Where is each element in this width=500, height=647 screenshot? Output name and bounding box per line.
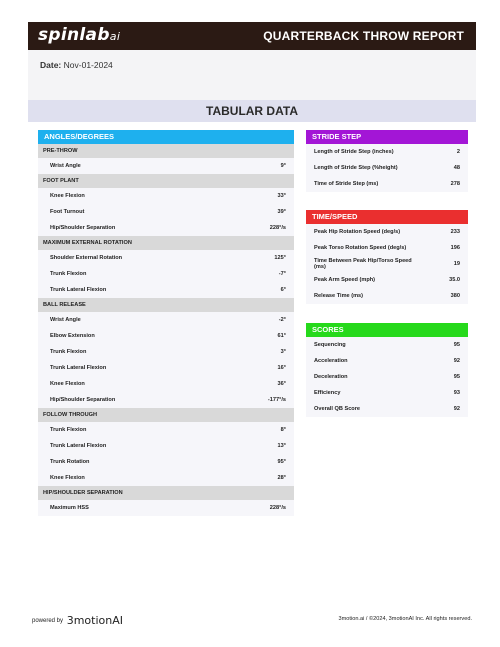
group-foot-plant: FOOT PLANT — [38, 174, 294, 188]
row-label: Sequencing — [314, 342, 346, 348]
table-row — [38, 158, 294, 174]
table-row — [38, 188, 294, 204]
date-value: Nov-01-2024 — [63, 60, 113, 70]
row-value: 228°/s — [269, 225, 286, 231]
row-label: Trunk Lateral Flexion — [50, 443, 107, 449]
row-label: Maximum HSS — [50, 505, 89, 511]
row-value: 196 — [450, 245, 460, 251]
row-label: Trunk Flexion — [50, 427, 87, 433]
row-value: 92 — [453, 358, 460, 364]
angles-degrees-panel — [38, 130, 294, 516]
row-label: Peak Arm Speed (mph) — [314, 277, 376, 283]
table-row — [38, 422, 294, 438]
group-hip-shoulder-separation: HIP/SHOULDER SEPARATION — [38, 486, 294, 500]
row-value: -177°/s — [267, 397, 286, 403]
row-value: 28° — [277, 475, 286, 481]
row-label: Efficiency — [314, 390, 341, 396]
row-value: -2° — [278, 317, 286, 323]
row-label: Knee Flexion — [50, 475, 85, 481]
report-date — [40, 60, 113, 70]
table-row — [306, 144, 468, 160]
row-value: 33° — [277, 193, 286, 199]
row-value: 92 — [453, 406, 460, 412]
table-row — [38, 392, 294, 408]
table-row — [38, 454, 294, 470]
table-row — [38, 328, 294, 344]
row-value: 125° — [274, 255, 286, 261]
table-row — [38, 282, 294, 298]
row-label: Knee Flexion — [50, 381, 85, 387]
row-value: 95° — [277, 459, 286, 465]
row-value: 95 — [453, 342, 460, 348]
row-label: Peak Torso Rotation Speed (deg/s) — [314, 245, 407, 251]
logo-suffix-text: ai — [109, 30, 121, 43]
row-label: Trunk Lateral Flexion — [50, 365, 107, 371]
row-label: Acceleration — [314, 358, 348, 364]
spinlab-logo — [38, 25, 120, 45]
table-row — [38, 204, 294, 220]
group-ball-release: BALL RELEASE — [38, 298, 294, 312]
row-value: 6° — [280, 287, 286, 293]
report-title: QUARTERBACK THROW REPORT — [263, 29, 464, 43]
stride-step-panel — [306, 130, 468, 192]
table-row — [306, 272, 468, 288]
row-value: 95 — [453, 374, 460, 380]
table-row — [306, 160, 468, 176]
table-row — [38, 312, 294, 328]
row-value: 36° — [277, 381, 286, 387]
powered-by-text: powered by — [32, 618, 64, 625]
row-label: Shoulder External Rotation — [50, 255, 123, 261]
group-pre-throw: PRE-THROW — [38, 144, 294, 158]
row-label: Hip/Shoulder Separation — [50, 397, 116, 403]
time-speed-panel — [306, 210, 468, 304]
table-row — [306, 288, 468, 304]
table-row — [38, 470, 294, 486]
row-label: Peak Hip Rotation Speed (deg/s) — [314, 229, 401, 235]
logo-main-text: spinlab — [38, 25, 110, 45]
table-row — [306, 369, 468, 385]
row-value: -7° — [278, 271, 286, 277]
table-row — [38, 344, 294, 360]
table-row — [38, 500, 294, 516]
section-title: TABULAR DATA — [206, 104, 298, 118]
scores-panel — [306, 323, 468, 417]
row-label: Length of Stride Step (%height) — [314, 165, 398, 171]
row-value: 39° — [277, 209, 286, 215]
row-value: 61° — [277, 333, 286, 339]
row-label: Foot Turnout — [50, 209, 85, 215]
row-value: 19 — [453, 261, 460, 267]
time-speed-header: TIME/SPEED — [306, 210, 468, 224]
row-value: 35.0 — [449, 277, 460, 283]
3motionai-logo: 3motionAI — [66, 614, 123, 627]
table-row — [38, 438, 294, 454]
row-label: Length of Stride Step (inches) — [314, 149, 394, 155]
scores-header: SCORES — [306, 323, 468, 337]
row-label: Trunk Lateral Flexion — [50, 287, 107, 293]
row-label: Wrist Angle — [50, 317, 81, 323]
table-row — [38, 220, 294, 236]
row-label: Elbow Extension — [50, 333, 95, 339]
row-value: 3° — [280, 349, 286, 355]
row-label: Hip/Shoulder Separation — [50, 225, 116, 231]
group-maximum-external-rotation: MAXIMUM EXTERNAL ROTATION — [38, 236, 294, 250]
table-row — [306, 353, 468, 369]
row-value: 48 — [453, 165, 460, 171]
table-row — [306, 337, 468, 353]
angles-degrees-header: ANGLES/DEGREES — [38, 130, 294, 144]
table-row — [306, 176, 468, 192]
row-value: 233 — [450, 229, 460, 235]
group-follow-through: FOLLOW THROUGH — [38, 408, 294, 422]
table-row — [38, 266, 294, 282]
row-label: Time Between Peak Hip/Torso Speed (ms) — [314, 258, 412, 270]
stride-step-header: STRIDE STEP — [306, 130, 468, 144]
row-value: 16° — [277, 365, 286, 371]
footer-copyright: 3motion.ai / ©2024, 3motionAI Inc. All rights reserved. — [338, 616, 472, 622]
table-row — [306, 256, 468, 272]
row-value: 2 — [456, 149, 460, 155]
row-label: Trunk Flexion — [50, 349, 87, 355]
date-label: Date: — [40, 60, 62, 70]
row-value: 278 — [450, 181, 460, 187]
row-label: Overall QB Score — [314, 406, 361, 412]
table-row — [306, 224, 468, 240]
table-row — [306, 385, 468, 401]
row-value: 380 — [450, 293, 460, 299]
row-label: Wrist Angle — [50, 163, 81, 169]
table-row — [306, 240, 468, 256]
row-value: 228°/s — [269, 505, 286, 511]
row-label: Release Time (ms) — [314, 293, 364, 299]
section-title-bar — [28, 100, 476, 122]
date-bar — [28, 50, 476, 100]
table-row — [38, 376, 294, 392]
row-value: 9° — [280, 163, 286, 169]
table-row — [38, 360, 294, 376]
row-value: 8° — [280, 427, 286, 433]
row-label: Time of Stride Step (ms) — [314, 181, 379, 187]
table-row — [306, 401, 468, 417]
row-label: Knee Flexion — [50, 193, 85, 199]
row-label: Trunk Flexion — [50, 271, 87, 277]
row-value: 93 — [453, 390, 460, 396]
row-label: Trunk Rotation — [50, 459, 90, 465]
row-value: 13° — [277, 443, 286, 449]
footer-powered-by — [32, 614, 123, 627]
table-row — [38, 250, 294, 266]
report-header-bar — [28, 22, 476, 50]
row-label: Deceleration — [314, 374, 348, 380]
